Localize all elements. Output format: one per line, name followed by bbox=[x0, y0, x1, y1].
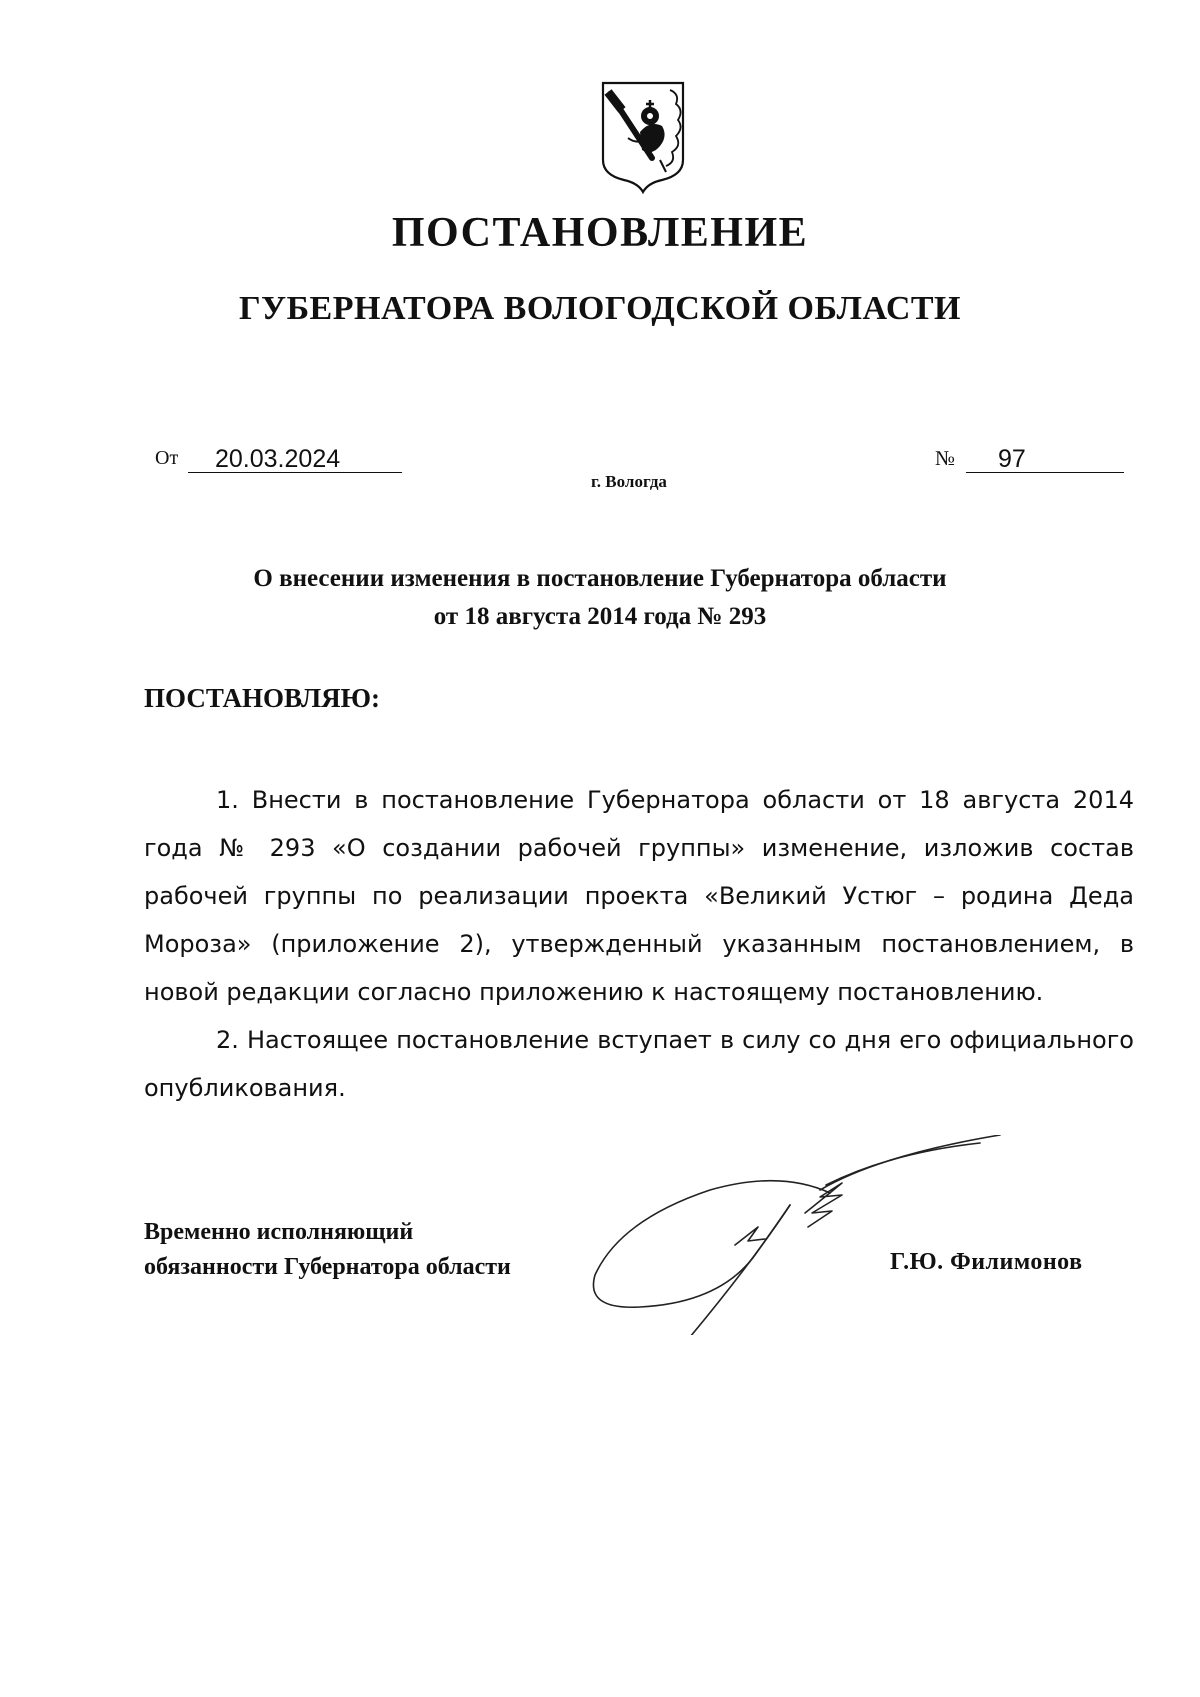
document-body bbox=[144, 776, 1134, 1112]
date-label: От bbox=[155, 447, 179, 469]
number-label: № bbox=[935, 446, 956, 470]
position-line-1: Временно исполняющий bbox=[144, 1219, 414, 1245]
city: г. Вологда bbox=[591, 472, 667, 491]
document-type-title: ПОСТАНОВЛЕНИЕ bbox=[391, 210, 809, 256]
subject-line-2: от 18 августа 2014 года № 293 bbox=[433, 603, 767, 630]
signatory-name: Г.Ю. Филимонов bbox=[890, 1249, 1083, 1275]
signatory-position bbox=[144, 1215, 511, 1285]
vologda-coat-of-arms-icon bbox=[600, 80, 686, 194]
paragraph-1: 1. Внести в постановление Губернатора области от 18 августа 2014 года № 293 «О создании рабочей группы» изменение, изложив состав рабочей группы по реализации проекта «Великий Устюг – родина Деда Мороза» (приложение 2), утвержденный указанным постановлением, в новой редакции согласно приложению к настоящему постановлению. bbox=[144, 786, 1134, 1006]
handwritten-signature-icon bbox=[580, 1135, 1010, 1335]
document-date: 20.03.2024 bbox=[188, 447, 402, 473]
position-line-2: обязанности Губернатора области bbox=[144, 1254, 511, 1280]
issuing-authority: ГУБЕРНАТОРА ВОЛОГОДСКОЙ ОБЛАСТИ bbox=[238, 290, 961, 327]
subject-line-1: О внесении изменения в постановление Губернатора области bbox=[253, 565, 947, 592]
document-number: 97 bbox=[966, 447, 1124, 473]
document-subject bbox=[0, 560, 1200, 636]
paragraph-2: 2. Настоящее постановление вступает в силу со дня его официального опубликования. bbox=[144, 1026, 1134, 1102]
decree-word: ПОСТАНОВЛЯЮ: bbox=[144, 683, 380, 713]
